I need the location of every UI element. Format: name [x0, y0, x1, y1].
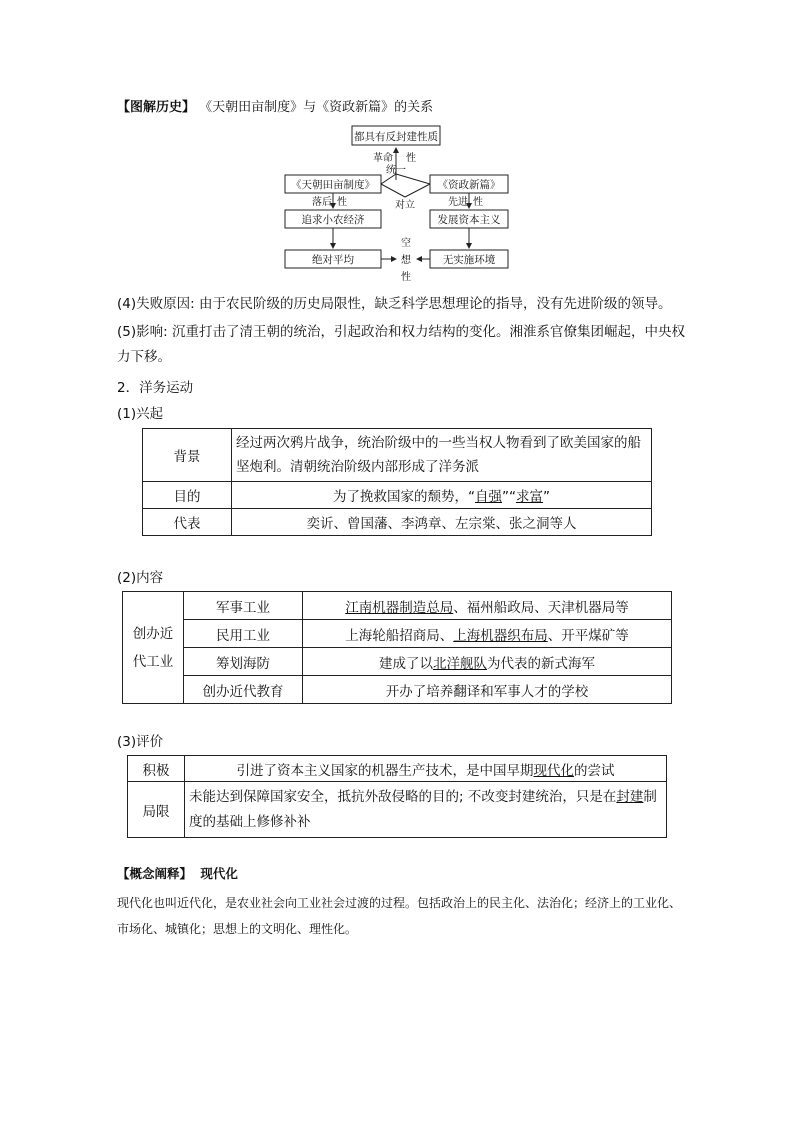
figure-heading	[117, 96, 433, 115]
label-backward-b: 性	[337, 197, 347, 208]
label-advanced-b: 性	[473, 197, 483, 208]
content-value-navy: 建成了以北洋舰队为代表的新式海军	[303, 648, 672, 676]
box-right-text: 《资政新篇》	[437, 179, 501, 191]
table-row	[123, 648, 672, 676]
box-right-mid-text: 发展资本主义	[437, 214, 501, 226]
evaluation-subtitle: (3)评价	[117, 734, 164, 750]
table-row	[143, 429, 652, 482]
table-row	[143, 509, 652, 536]
evaluation-limit-value: 未能达到保障国家安全，抵抗外敌侵略的目的; 不改变封建统治，只是在封建制度的基础上修修补补	[185, 782, 667, 838]
label-empty-3: 性	[401, 272, 411, 283]
content-label-education: 创办近代教育	[184, 676, 303, 704]
rise-table	[142, 428, 652, 536]
box-left-text: 《天朝田亩制度》	[291, 179, 375, 191]
rise-label-representatives: 代表	[143, 509, 232, 536]
table-row	[128, 782, 667, 838]
label-empty-2: 想	[401, 255, 411, 266]
rise-value-representatives: 奕䜣、曾国藩、李鸿章、左宗棠、张之洞等人	[232, 509, 652, 536]
label-revolution-b: 性	[406, 153, 416, 164]
section2-title: 2．洋务运动	[117, 380, 194, 396]
content-label-military: 军事工业	[184, 592, 303, 620]
table-row	[123, 592, 672, 620]
content-label-civil: 民用工业	[184, 620, 303, 648]
rise-value-purpose: 为了挽救国家的颓势，“自强”“求富”	[232, 482, 652, 509]
rise-label-background: 背景	[143, 429, 232, 482]
label-opposite: 对立	[395, 200, 415, 211]
failure-paragraph: (4)失败原因: 由于农民阶级的历史局限性，缺乏科学思想理论的指导，没有先进阶级的领导。	[117, 296, 672, 312]
concept-title: 现代化	[200, 866, 238, 881]
relationship-diagram	[270, 118, 540, 288]
table-row	[128, 756, 667, 782]
concept-tag: 【概念阐释】	[117, 866, 193, 881]
box-left-mid-text: 追求小农经济	[301, 214, 365, 226]
content-group: 创办近代工业	[123, 592, 184, 704]
label-backward-a: 落后	[312, 197, 332, 208]
figure-tag: 【图解历史】	[117, 100, 196, 115]
label-empty-1: 空	[401, 238, 411, 249]
rise-label-purpose: 目的	[143, 482, 232, 509]
content-value-military: 江南机器制造总局、福州船政局、天津机器局等	[303, 592, 672, 620]
rise-value-background: 经过两次鸦片战争，统治阶级中的一些当权人物看到了欧美国家的船坚炮利。清朝统治阶级内部形成了洋务派	[232, 429, 652, 482]
content-table	[122, 591, 672, 704]
evaluation-limit-label: 局限	[128, 782, 185, 838]
rise-subtitle: (1)兴起	[117, 406, 164, 422]
content-value-education: 开办了培养翻译和军事人才的学校	[303, 676, 672, 704]
content-value-civil: 上海轮船招商局、上海机器织布局、开平煤矿等	[303, 620, 672, 648]
concept-body: 现代化也叫近代化，是农业社会向工业社会过渡的过程。包括政治上的民主化、法治化；经济上的工业化、市场化、城镇化；思想上的文明化、理性化。	[117, 896, 682, 936]
content-subtitle: (2)内容	[117, 570, 164, 586]
evaluation-table	[127, 755, 667, 838]
label-unity: 统一	[386, 165, 406, 176]
box-right-bottom-text: 无实施环境	[442, 254, 496, 266]
label-advanced-a: 先进	[448, 197, 468, 208]
table-row	[123, 620, 672, 648]
box-top-text: 都具有反封建性质	[354, 131, 438, 143]
box-left-bottom-text: 绝对平均	[312, 254, 354, 266]
label-revolution-a: 革命	[373, 153, 393, 164]
figure-title: 《天朝田亩制度》与《资政新篇》的关系	[199, 100, 434, 115]
table-row	[123, 676, 672, 704]
content-label-navy: 筹划海防	[184, 648, 303, 676]
concept-heading	[117, 864, 238, 882]
table-row	[143, 482, 652, 509]
influence-paragraph: (5)影响: 沉重打击了清王朝的统治，引起政治和权力结构的变化。湘淮系官僚集团崛起，中央权力下移。	[117, 324, 685, 365]
evaluation-positive-label: 积极	[128, 756, 185, 782]
evaluation-positive-value: 引进了资本主义国家的机器生产技术，是中国早期现代化的尝试	[185, 756, 667, 782]
